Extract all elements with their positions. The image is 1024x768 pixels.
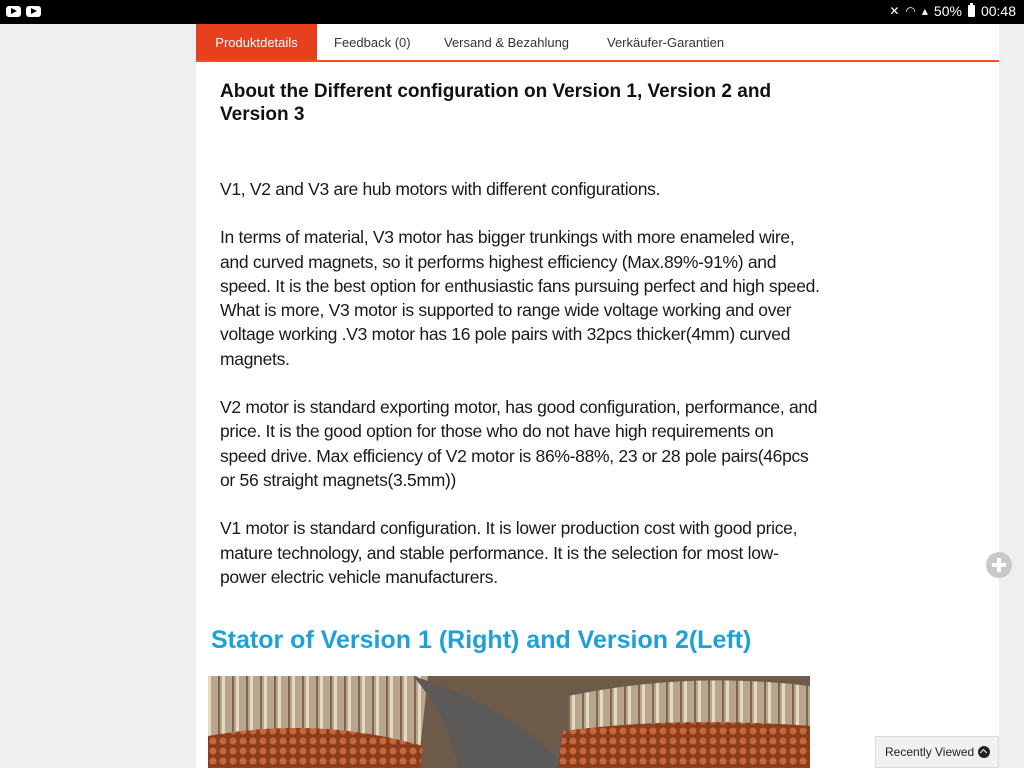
recently-viewed-button[interactable] — [875, 736, 999, 768]
description-paragraph: In terms of material, V3 motor has bigger trunkings with more enameled wire, and curved magnets, so it performs highest efficiency (Max.89%-91%) and speed. It is the best option for enthusiastic fans pursuing perfect and high speed. What is more, V3 motor is supported to range wide voltage working and over voltage working .V3 motor has 16 pole pairs with 32pcs thicker(4mm) curved magnets. — [220, 227, 820, 369]
description-paragraph: V1, V2 and V3 are hub motors with different configurations. — [220, 179, 661, 199]
clock: 00:48 — [980, 3, 1016, 19]
tab-product-details[interactable]: Produktdetails — [196, 24, 317, 60]
tab-bar — [196, 24, 999, 62]
battery-percent: 50% — [933, 3, 962, 19]
signal-icon: ▴ — [921, 4, 928, 18]
battery-icon — [968, 5, 975, 17]
product-panel — [196, 24, 999, 768]
chevron-up-icon — [978, 746, 990, 758]
wifi-icon: ◠ — [905, 4, 916, 18]
expand-plus-button[interactable] — [986, 552, 1012, 578]
description-paragraph: V1 motor is standard configuration. It is lower production cost with good price, mature technology, and stable performance. It is the selection for most low-power electric vehicle manufacturers. — [220, 518, 798, 587]
configuration-heading: About the Different configuration on Version 1, Version 2 and Version 3 — [220, 81, 772, 125]
tab-shipping-payment[interactable]: Versand & Bezahlung — [444, 35, 570, 50]
description-paragraph: V2 motor is standard exporting motor, has good configuration, performance, and price. It is the good option for those who do not have high requirements on speed drive. Max efficiency of V2 motor is 86%-88%, 23 or 28 pole pairs(46pcs or 56 straight magnets(3.5mm)) — [220, 397, 818, 490]
youtube-notification-icon — [6, 6, 21, 17]
stator-photo-illustration — [208, 676, 810, 768]
tab-seller-guarantees[interactable]: Verkäufer-Garantien — [607, 35, 725, 50]
recently-viewed-label: Recently Viewed — [885, 745, 975, 759]
status-bar — [0, 0, 1024, 24]
stator-heading: Stator of Version 1 (Right) and Version 2(Left) — [211, 626, 752, 654]
stator-photo — [208, 676, 810, 768]
tab-feedback[interactable]: Feedback (0) — [334, 35, 411, 50]
product-description — [220, 80, 820, 589]
youtube-notification-icon — [26, 6, 41, 17]
mute-icon: ✕ — [889, 4, 900, 18]
